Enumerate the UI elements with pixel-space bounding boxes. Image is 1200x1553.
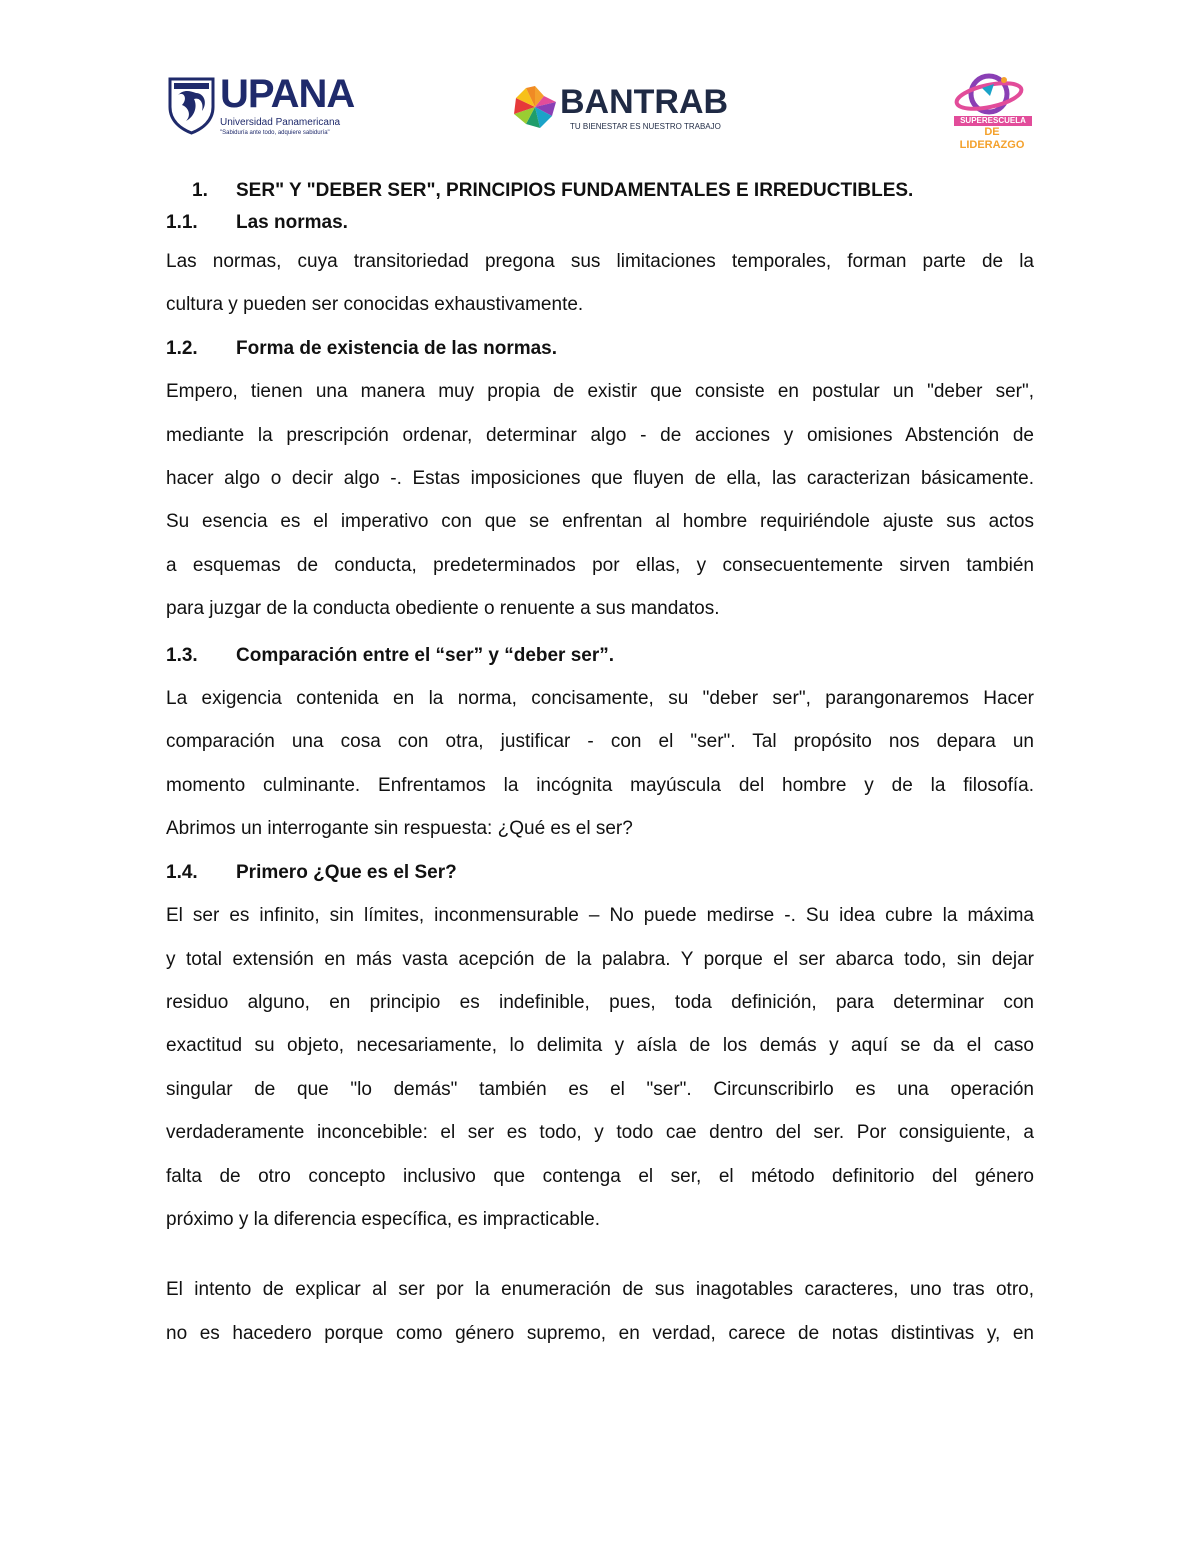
bantrab-tagline: TU BIENESTAR ES NUESTRO TRABAJO	[570, 122, 721, 131]
bantrab-star-icon	[512, 84, 558, 130]
upana-logo	[168, 72, 355, 138]
paragraph-line: para juzgar de la conducta obediente o renuente a sus mandatos.	[166, 598, 720, 620]
document-body	[166, 176, 1034, 1355]
paragraph-line: verdaderamente inconcebible: el ser es todo, y todo cae dentro del ser. Por consiguiente, a	[166, 1122, 1034, 1144]
superescuela-logo	[948, 70, 1032, 151]
paragraph-line: Las normas, cuya transitoriedad pregona sus limitaciones temporales, forman parte de la	[166, 251, 1034, 272]
university-shield-icon	[168, 77, 215, 135]
paragraph-line: a esquemas de conducta, predeterminados por ellas, y consecuentemente sirven también	[166, 554, 1034, 576]
paragraph-line: exactitud su objeto, necesariamente, lo delimita y aísla de los demás y aquí se da el caso	[166, 1035, 1034, 1057]
paragraph-line: Empero, tienen una manera muy propia de existir que consiste en postular un "deber ser",	[166, 381, 1034, 403]
section-heading-1-3: 1.3. Comparación entre el “ser” y “deber ser”.	[166, 644, 615, 666]
paragraph-line: El ser es infinito, sin límites, inconmensurable – No puede medirse -. Su idea cubre la máxima	[166, 905, 1034, 927]
paragraph-line: momento culminante. Enfrentamos la incógnita mayúscula del hombre y de la filosofía.	[166, 774, 1034, 796]
section-heading-1-1: 1.1. Las normas.	[166, 212, 348, 233]
paragraph-line: Su esencia es el imperativo con que se enfrentan al hombre requiriéndole ajuste sus actos	[166, 511, 1034, 533]
bantrab-logo	[512, 80, 732, 136]
main-heading	[166, 176, 1034, 206]
heading-text: SER" Y "DEBER SER", PRINCIPIOS FUNDAMENTALES E IRREDUCTIBLES.	[236, 180, 914, 201]
paragraph-gap	[166, 1241, 1034, 1268]
paragraph-line: y total extensión en más vasta acepción de la palabra. Y porque el ser abarca todo, sin dejar	[166, 948, 1034, 970]
paragraph-line: no es hacedero porque como género supremo, en verdad, carece de notas distintivas y, en	[166, 1322, 1034, 1344]
paragraph-line: próximo y la diferencia específica, es impracticable.	[166, 1208, 601, 1230]
superescuela-line2: DE LIDERAZGO	[959, 126, 1025, 151]
planet-ring-icon	[954, 70, 1024, 116]
upana-motto: "Sabiduría ante todo, adquiere sabiduría"	[220, 130, 330, 136]
paragraph-line: La exigencia contenida en la norma, concisamente, su "deber ser", parangonaremos Hacer	[166, 688, 1034, 710]
paragraph-line: mediante la prescripción ordenar, determinar algo - de acciones y omisiones Abstención de	[166, 424, 1034, 446]
paragraph-line: El intento de explicar al ser por la enumeración de sus inagotables caracteres, uno tras otro,	[166, 1279, 1034, 1301]
paragraph-line: hacer algo o decir algo -. Estas imposiciones que fluyen de ella, las caracterizan básicamente.	[166, 468, 1034, 490]
paragraph-line: Abrimos un interrogante sin respuesta: ¿Qué es el ser?	[166, 818, 633, 840]
paragraph-line: falta de otro concepto inclusivo que contenga el ser, el método definitorio del género	[166, 1165, 1034, 1187]
heading-number: 1.	[192, 180, 208, 201]
bantrab-wordmark: BANTRAB	[560, 83, 729, 121]
upana-subtitle: Universidad Panamericana	[220, 117, 341, 128]
paragraph-line: singular de que "lo demás" también es el "ser". Circunscribirlo es una operación	[166, 1078, 1034, 1100]
paragraph-line: residuo alguno, en principio es indefinible, pues, toda definición, para determinar con	[166, 991, 1034, 1013]
superescuela-line1: SUPERESCUELA	[954, 116, 1032, 126]
paragraph-line: comparación una cosa con otra, justificar - con el "ser". Tal propósito nos depara un	[166, 731, 1034, 753]
section-heading-1-2: 1.2. Forma de existencia de las normas.	[166, 337, 558, 359]
section-heading-1-4: 1.4. Primero ¿Que es el Ser?	[166, 861, 457, 883]
upana-wordmark: UPANA	[220, 72, 355, 116]
paragraph-line: cultura y pueden ser conocidas exhaustivamente.	[166, 294, 584, 316]
